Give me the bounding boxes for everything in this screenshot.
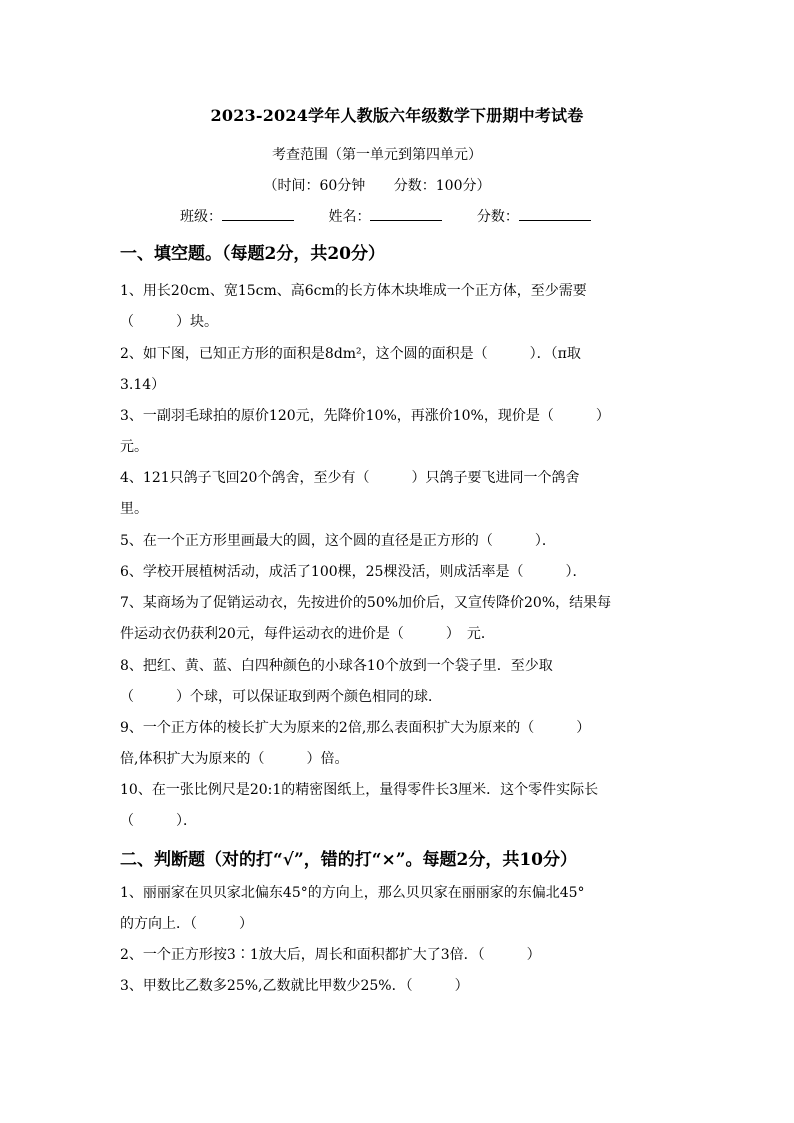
question-line: 里。 <box>120 501 148 517</box>
question-line: （ ）． <box>120 813 197 829</box>
exam-title: 2023-2024学年人教版六年级数学下册期中考试卷 <box>210 106 584 125</box>
question-line: 2、如下图，已知正方形的面积是8dm²，这个圆的面积是（ ）．（π取 <box>120 346 581 362</box>
question-line: 3、一副羽毛球拍的原价120元，先降价10%，再涨价10%，现价是（ ） <box>120 408 610 424</box>
exam-time-score <box>0 175 794 195</box>
section-heading-true-false: 二、判断题（对的打“√”，错的打“×”。每题2分，共10分） <box>120 850 578 870</box>
score-blank[interactable] <box>519 208 591 221</box>
exam-time: （时间：60分钟 <box>263 178 366 194</box>
question-line: 9、一个正方体的棱长扩大为原来的2倍,那么表面积扩大为原来的（ ） <box>120 720 591 736</box>
name-blank[interactable] <box>370 208 442 221</box>
question-line: 5、在一个正方形里画最大的圆，这个圆的直径是正方形的（ ）． <box>120 533 556 549</box>
name-field <box>328 206 442 226</box>
question-line: 1、用长20cm、宽15cm、高6cm的长方体木块堆成一个正方体，至少需要 <box>120 283 587 299</box>
exam-scope: 考查范围（第一单元到第四单元） <box>272 147 482 163</box>
question-line: 3.14） <box>120 377 166 393</box>
question-line: 6、学校开展植树活动，成活了100棵，25棵没活，则成活率是（ ）． <box>120 564 587 580</box>
exam-total-score: 分数：100分） <box>393 178 491 194</box>
class-field <box>180 206 294 226</box>
question-line: （ ）块。 <box>120 314 218 330</box>
name-label: 姓名： <box>328 209 371 225</box>
score-label: 分数： <box>476 209 519 225</box>
class-label: 班级： <box>180 209 222 225</box>
question-line: 8、把红、黄、蓝、白四种颜色的小球各10个放到一个袋子里．至少取 <box>120 658 553 674</box>
question-line: 件运动衣仍获利20元，每件运动衣的进价是（ ） 元． <box>120 626 495 642</box>
question-line: 10、在一张比例尺是20:1的精密图纸上，量得零件长3厘米．这个零件实际长 <box>120 782 599 798</box>
question-line: 的方向上．（ ） <box>120 916 253 932</box>
question-line: 2、一个正方形按3∶1放大后，周长和面积都扩大了3倍．（ ） <box>120 947 541 963</box>
question-line: 4、121只鸽子飞回20个鸽舍，至少有（ ）只鸽子要飞进同一个鸽舍 <box>120 470 580 486</box>
question-line: 3、甲数比乙数多25%,乙数就比甲数少25%．（ ） <box>120 978 469 994</box>
question-line: 元。 <box>120 439 148 455</box>
question-line: （ ）个球，可以保证取到两个颜色相同的球． <box>120 689 442 705</box>
class-blank[interactable] <box>222 208 294 221</box>
score-field <box>477 206 591 226</box>
question-line: 1、丽丽家在贝贝家北偏东45°的方向上，那么贝贝家在丽丽家的东偏北45° <box>120 885 585 901</box>
question-line: 倍,体积扩大为原来的（ ）倍。 <box>120 751 349 767</box>
section-heading-fill-blank: 一、填空题。（每题2分，共20分） <box>120 244 385 264</box>
question-line: 7、某商场为了促销运动衣，先按进价的50%加价后，又宣传降价20%，结果每 <box>120 595 612 611</box>
student-info-row <box>180 206 591 226</box>
